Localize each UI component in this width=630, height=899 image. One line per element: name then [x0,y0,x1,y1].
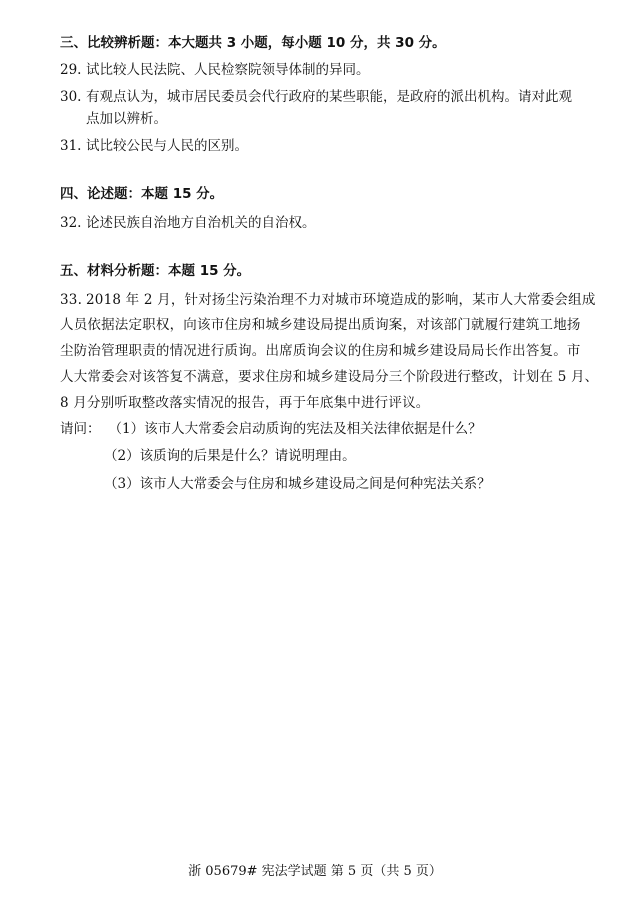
material-prompt: 请问： [60,421,101,437]
question-number: 29. [60,62,82,78]
question-text: 试比较公民与人民的区别。 [86,138,248,154]
material-33-line-5: 8 月分别听取整改落实情况的报告，再于年底集中进行评议。 [60,395,430,411]
question-number: 30. [60,89,82,105]
material-33-subquestion-1 [60,420,482,438]
question-text: 试比较人民法院、人民检察院领导体制的异同。 [86,62,370,78]
question-30-continuation: 点加以辨析。 [86,111,167,127]
material-text: 2018 年 2 月，针对扬尘污染治理不力对城市环境造成的影响，某市人大常委会组成 [86,292,596,308]
section-heading-material-analysis: 五、材料分析题：本题 15 分。 [60,263,251,279]
section-heading-essay: 四、论述题：本题 15 分。 [60,186,224,202]
material-33-line-2: 人员依据法定职权，向该市住房和城乡建设局提出质询案，对该部门就履行建筑工地扬 [60,317,581,333]
question-32 [60,214,316,232]
subquestion-text: （1）该市人大常委会启动质询的宪法及相关法律依据是什么？ [108,421,482,437]
question-29 [60,61,370,79]
material-33-line-1 [60,291,596,309]
question-number: 32. [60,215,82,231]
material-33-subquestion-2: （2）该质询的后果是什么？请说明理由。 [104,448,356,464]
material-33-line-3: 尘防治管理职责的情况进行质询。出席质询会议的住房和城乡建设局局长作出答复。市 [60,343,581,359]
material-33-line-4: 人大常委会对该答复不满意，要求住房和城乡建设局分三个阶段进行整改，计划在 5 月、 [60,369,599,385]
question-text: 论述民族自治地方自治机关的自治权。 [86,215,316,231]
question-number: 31. [60,138,82,154]
material-33-subquestion-3: （3）该市人大常委会与住房和城乡建设局之间是何种宪法关系？ [104,476,491,492]
question-31 [60,137,248,155]
page-footer: 浙 05679# 宪法学试题 第 5 页（共 5 页） [188,864,442,879]
question-30 [60,88,572,106]
section-heading-comparison: 三、比较辨析题：本大题共 3 小题，每小题 10 分，共 30 分。 [60,35,446,51]
question-text: 有观点认为，城市居民委员会代行政府的某些职能，是政府的派出机构。请对此观 [86,89,572,105]
question-number: 33. [60,292,83,308]
